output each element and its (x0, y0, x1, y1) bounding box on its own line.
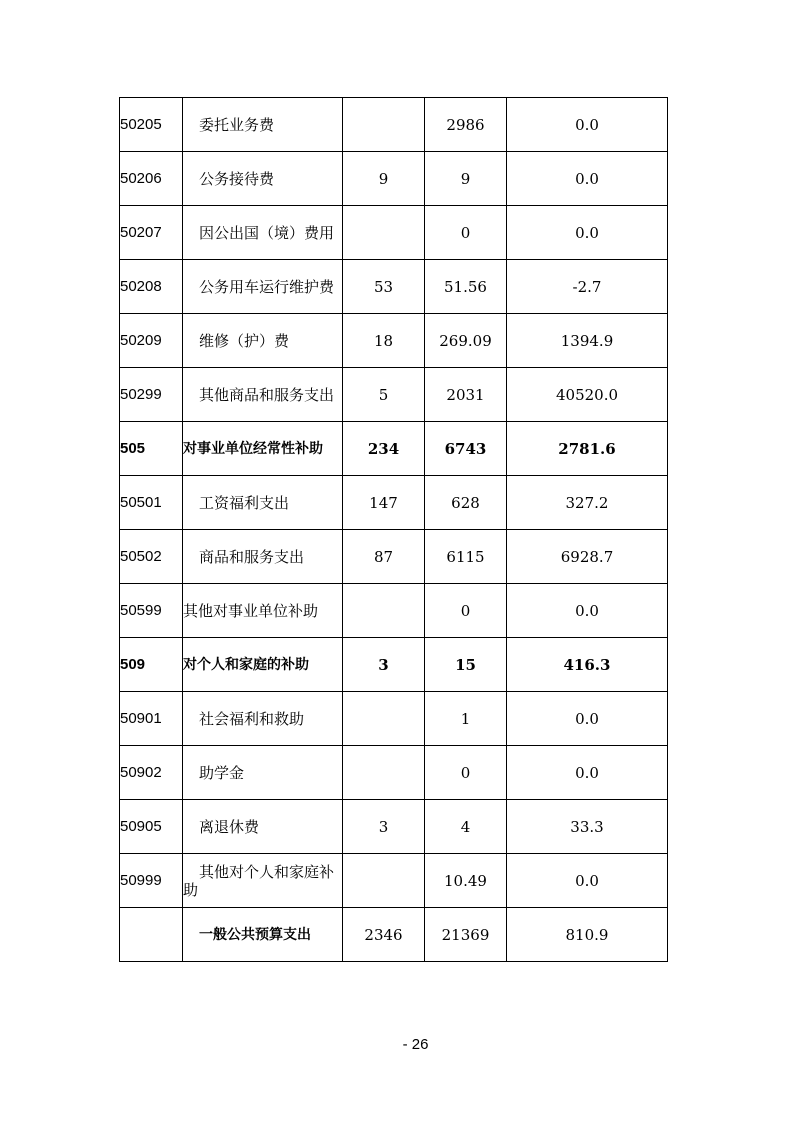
account-name-text: 对个人和家庭的补助 (183, 656, 309, 673)
table-row (120, 206, 668, 260)
budget-expenditure-table (119, 97, 668, 962)
total-name-text: 一般公共预算支出 (199, 926, 311, 943)
account-name-text: 其他对事业单位补助 (183, 601, 319, 620)
value-cell-b: 6115 (425, 530, 507, 584)
table-row (120, 476, 668, 530)
value-cell-a (343, 854, 425, 908)
value-cell-b: 0 (425, 584, 507, 638)
value-cell-b: 0 (425, 206, 507, 260)
table-row (120, 854, 668, 908)
value-cell-b: 2031 (425, 368, 507, 422)
table-row (120, 638, 668, 692)
value-cell-b: 628 (425, 476, 507, 530)
account-code-cell: 50902 (120, 746, 183, 800)
table-row (120, 800, 668, 854)
table-row (120, 746, 668, 800)
account-name-cell (183, 692, 343, 746)
account-name-text: 公务接待费 (199, 169, 275, 188)
value-cell-a: 234 (343, 422, 425, 476)
account-name-text: 委托业务费 (199, 115, 275, 134)
value-cell-c: 0.0 (507, 746, 668, 800)
value-cell-a (343, 692, 425, 746)
value-cell-b: 15 (425, 638, 507, 692)
value-cell-b: 2986 (425, 98, 507, 152)
account-name-cell (183, 638, 343, 692)
total-name-cell (183, 908, 343, 962)
value-cell-b: 1 (425, 692, 507, 746)
account-code-cell: 50502 (120, 530, 183, 584)
value-cell-a (343, 746, 425, 800)
account-code-cell: 50207 (120, 206, 183, 260)
account-name-text: 离退休费 (199, 817, 260, 836)
value-cell-a: 87 (343, 530, 425, 584)
table-row (120, 368, 668, 422)
page-number: - 26 (402, 1036, 429, 1053)
account-name-text: 维修（护）费 (199, 331, 290, 350)
value-cell-c: 416.3 (507, 638, 668, 692)
value-cell-c: 2781.6 (507, 422, 668, 476)
account-code-cell: 50501 (120, 476, 183, 530)
value-cell-a (343, 584, 425, 638)
value-cell-b: 9 (425, 152, 507, 206)
account-code-cell: 50208 (120, 260, 183, 314)
table-row (120, 260, 668, 314)
account-name-text: 工资福利支出 (199, 493, 290, 512)
value-cell-a: 3 (343, 638, 425, 692)
account-name-text: 因公出国（境）费用 (199, 223, 335, 242)
account-name-text: 商品和服务支出 (199, 547, 305, 566)
total-col-a-cell: 2346 (343, 908, 425, 962)
value-cell-b: 51.56 (425, 260, 507, 314)
value-cell-b: 6743 (425, 422, 507, 476)
value-cell-c: 0.0 (507, 584, 668, 638)
table-row (120, 314, 668, 368)
account-name-text: 其他商品和服务支出 (199, 385, 335, 404)
account-name-cell (183, 746, 343, 800)
value-cell-c: 0.0 (507, 206, 668, 260)
account-name-cell (183, 530, 343, 584)
total-col-b-cell: 21369 (425, 908, 507, 962)
value-cell-a: 147 (343, 476, 425, 530)
value-cell-a (343, 98, 425, 152)
account-name-cell (183, 584, 343, 638)
account-code-cell: 50209 (120, 314, 183, 368)
account-name-cell (183, 260, 343, 314)
account-code-cell: 50905 (120, 800, 183, 854)
account-code-cell: 50299 (120, 368, 183, 422)
table-row (120, 584, 668, 638)
account-name-cell (183, 422, 343, 476)
account-name-text: 公务用车运行维护费 (199, 277, 335, 296)
account-name-cell (183, 854, 343, 908)
account-code-cell: 505 (120, 422, 183, 476)
value-cell-c: 327.2 (507, 476, 668, 530)
total-col-c-cell: 810.9 (507, 908, 668, 962)
total-code-cell (120, 908, 183, 962)
account-name-cell (183, 476, 343, 530)
account-code-cell: 50999 (120, 854, 183, 908)
value-cell-c: 0.0 (507, 692, 668, 746)
value-cell-a: 18 (343, 314, 425, 368)
value-cell-a (343, 206, 425, 260)
table-row (120, 530, 668, 584)
account-code-cell: 50206 (120, 152, 183, 206)
value-cell-a: 3 (343, 800, 425, 854)
account-name-text: 对事业单位经常性补助 (183, 440, 323, 457)
value-cell-c: 33.3 (507, 800, 668, 854)
account-name-cell (183, 98, 343, 152)
account-name-cell (183, 152, 343, 206)
account-name-text: 社会福利和救助 (199, 709, 305, 728)
value-cell-c: -2.7 (507, 260, 668, 314)
value-cell-c: 0.0 (507, 854, 668, 908)
value-cell-c: 0.0 (507, 98, 668, 152)
account-name-text: 助学金 (199, 763, 245, 782)
value-cell-c: 6928.7 (507, 530, 668, 584)
value-cell-c: 0.0 (507, 152, 668, 206)
value-cell-c: 40520.0 (507, 368, 668, 422)
account-code-cell: 50205 (120, 98, 183, 152)
account-name-cell (183, 800, 343, 854)
table-row (120, 692, 668, 746)
account-name-cell (183, 314, 343, 368)
account-name-text: 其他对个人和家庭补助 (183, 862, 335, 899)
table-row (120, 98, 668, 152)
account-name-cell (183, 368, 343, 422)
account-name-cell (183, 206, 343, 260)
account-code-cell: 50599 (120, 584, 183, 638)
table-row (120, 152, 668, 206)
value-cell-a: 9 (343, 152, 425, 206)
table-body (120, 98, 668, 908)
total-row (120, 908, 668, 962)
account-code-cell: 50901 (120, 692, 183, 746)
account-code-cell: 509 (120, 638, 183, 692)
table-row (120, 422, 668, 476)
value-cell-b: 269.09 (425, 314, 507, 368)
value-cell-a: 53 (343, 260, 425, 314)
value-cell-b: 4 (425, 800, 507, 854)
value-cell-b: 10.49 (425, 854, 507, 908)
value-cell-c: 1394.9 (507, 314, 668, 368)
value-cell-b: 0 (425, 746, 507, 800)
value-cell-a: 5 (343, 368, 425, 422)
